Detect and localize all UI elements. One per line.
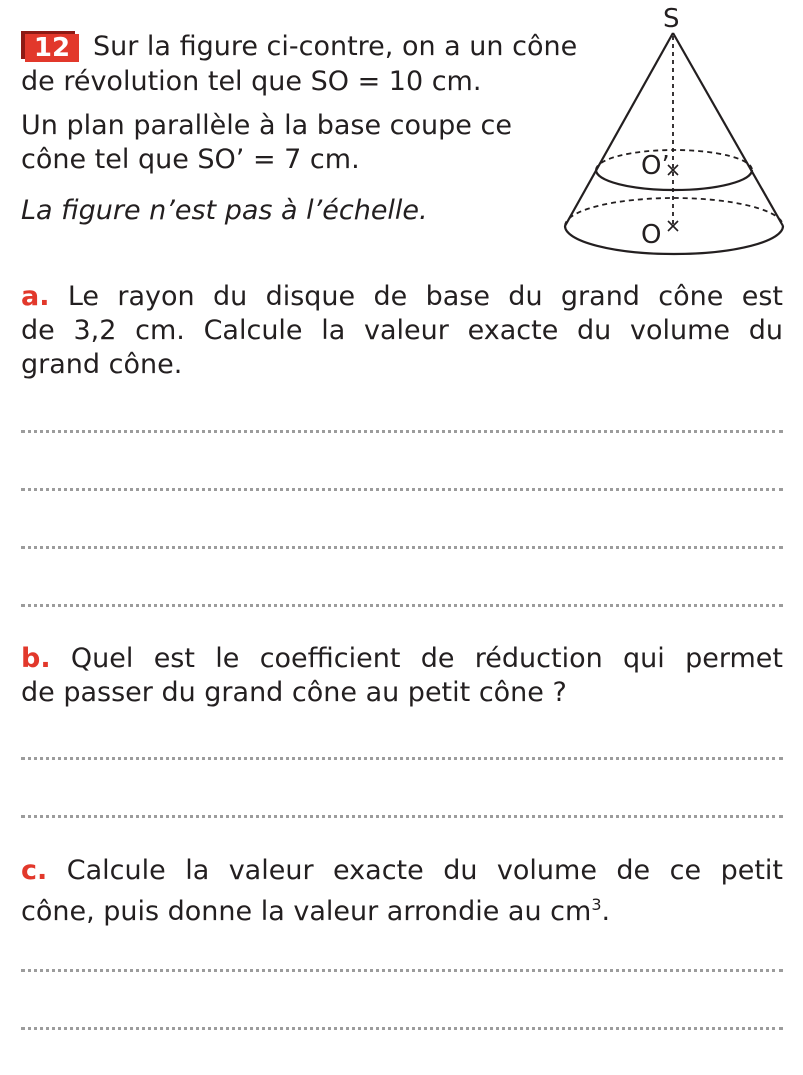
intro-line-4: cône tel que SO’ = 7 cm. [21,144,360,175]
label-o-prime: O’ [641,151,670,181]
question-c-letter: c. [21,855,48,886]
exercise-number-badge [21,31,79,63]
answer-line [21,815,783,818]
question-a-line-2: de 3,2 cm. Calcule la valeur exacte du volume du [21,315,783,346]
intro-line-2: de révolution tel que SO = 10 cm. [21,66,482,97]
question-c-period: . [601,896,611,927]
question-b-line-1 [21,643,783,675]
question-a-text-1: Le rayon du disque de base du grand cône est [67,281,783,312]
label-o: O [641,220,662,250]
answer-line [21,604,783,607]
exercise-number: 12 [25,34,79,62]
question-c-line-2 [21,889,610,928]
answer-line [21,969,783,972]
answer-line [21,757,783,760]
answer-line [21,488,783,491]
intro-line-3: Un plan parallèle à la base coupe ce [21,110,512,141]
intro-line-1: Sur la figure ci-contre, on a un cône [93,31,578,62]
question-c-text-1: Calcule la valeur exacte du volume de ce petit [66,855,783,886]
cone-figure [563,0,793,272]
question-b-line-2: de passer du grand cône au petit cône ? [21,677,567,708]
question-c-text-2: cône, puis donne la valeur arrondie au cm [21,896,592,927]
scale-note: La figure n’est pas à l’échelle. [21,195,428,226]
answer-line [21,1027,783,1030]
answer-line [21,430,783,433]
question-a-letter: a. [21,281,50,312]
label-s: S [663,4,680,34]
question-c-line-1 [21,855,783,887]
cubic-exponent: 3 [591,895,602,914]
answer-line [21,546,783,549]
question-b-text-1: Quel est le coefficient de réduction qui permet [70,643,783,674]
question-a-line-3: grand cône. [21,349,183,380]
question-a-line-1 [21,281,783,313]
question-b-letter: b. [21,643,51,674]
